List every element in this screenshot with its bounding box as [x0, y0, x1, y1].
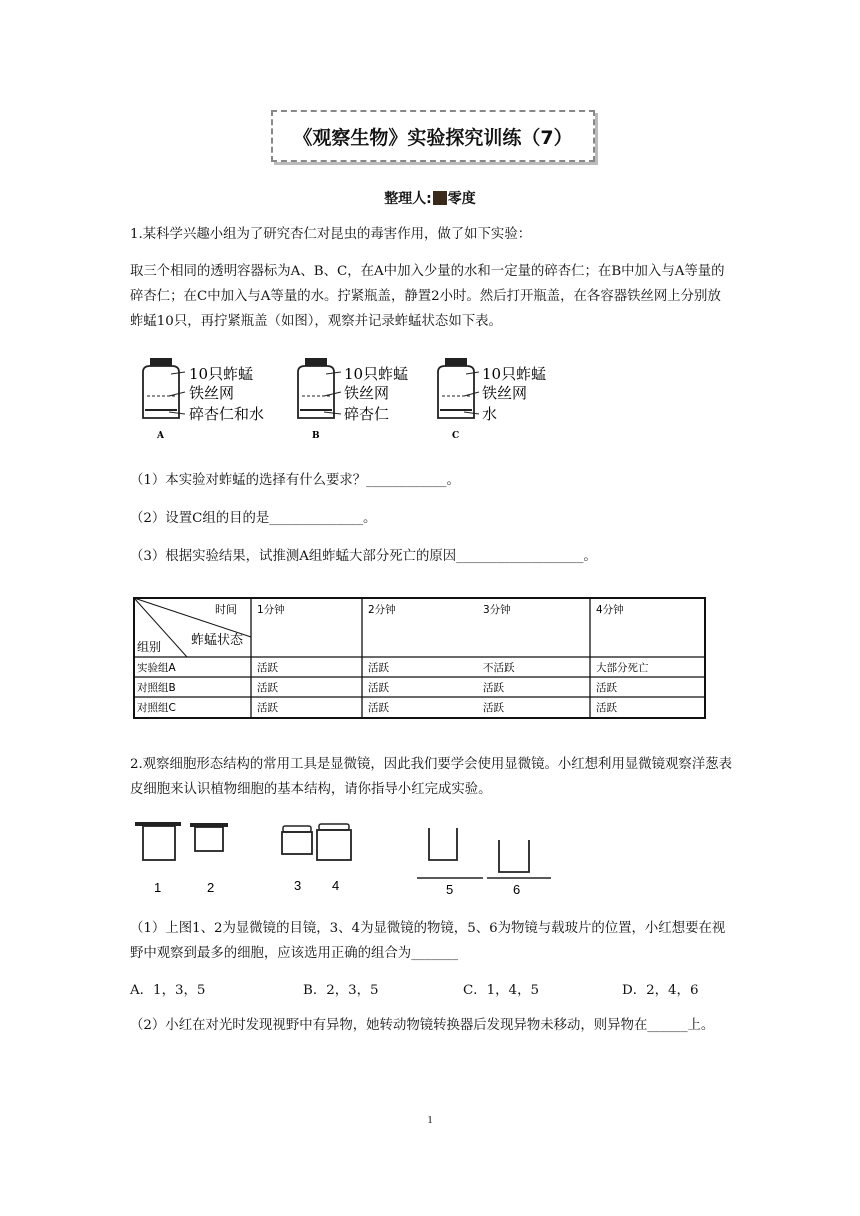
fig-label-2: 2	[207, 880, 215, 895]
objective-position-6	[487, 840, 551, 878]
header-2min: 2分钟	[368, 604, 396, 616]
jar-a-letter: A	[157, 431, 164, 441]
microscope-figure	[133, 818, 563, 900]
jar-c-letter: C	[452, 431, 460, 441]
jar-a-label-1: 10只蚱蜢	[189, 365, 254, 383]
jar-b-letter: B	[312, 431, 320, 441]
row-a-cell-3: 不活跃	[483, 662, 515, 674]
jar-a-label-2: 铁丝网	[189, 384, 235, 402]
compiler-line	[0, 188, 860, 208]
corner-time-label: 时间	[215, 603, 237, 616]
row-b-cell-1: 活跃	[257, 682, 278, 694]
row-b-group: 对照组B	[137, 682, 176, 694]
jar-c-label-3: 水	[482, 405, 498, 423]
row-c-cell-4: 活跃	[596, 702, 617, 714]
results-table-svg	[133, 597, 706, 719]
q1-sub1: （1）本实验对蚱蜢的选择有什么要求？____________。	[130, 473, 460, 488]
option-b: B．2，3，5	[303, 983, 379, 998]
row-c-cell-1: 活跃	[257, 702, 278, 714]
corner-group-label: 组别	[137, 640, 162, 654]
microscope-figure-svg	[133, 818, 563, 900]
header-4min: 4分钟	[596, 604, 624, 616]
eyepiece-2	[190, 823, 228, 851]
compiler-prefix: 整理人:	[384, 191, 432, 207]
q2-sub1: （1）上图1、2为显微镜的目镜，3、4为显微镜的物镜，5、6为物镜与载玻片的位置，小红想要在视野中观察到最多的细胞，应该选用正确的组合为_______	[130, 921, 726, 961]
option-c: C．1，4，5	[463, 983, 539, 998]
jar-b-label-1: 10只蚱蜢	[344, 365, 409, 383]
q1-sub2: （2）设置C组的目的是______________。	[130, 511, 377, 526]
jar-figure-svg	[133, 352, 573, 444]
row-b-cell-4: 活跃	[596, 682, 617, 694]
row-a-cell-2: 活跃	[368, 662, 389, 674]
jar-c-label-2: 铁丝网	[482, 384, 528, 402]
fig-label-1: 1	[154, 880, 162, 895]
jar-b	[298, 358, 341, 418]
q2-stem: 2.观察细胞形态结构的常用工具是显微镜，因此我们要学会使用显微镜。小红想利用显微镜观察洋葱表皮细胞来认识植物细胞的基本结构，请你指导小红完成实验。	[130, 757, 732, 797]
row-a-cell-4: 大部分死亡	[596, 662, 649, 674]
title-text: 《观察生物》实验探究训练（7）	[293, 126, 573, 149]
objective-position-5	[417, 828, 483, 878]
results-table	[133, 597, 706, 719]
corner-state-label: 蚱蜢状态	[191, 633, 244, 648]
option-a: A．1，3，5	[130, 983, 206, 998]
compiler-name: 零度	[447, 191, 476, 207]
q1-sub3: （3）根据实验结果，试推测A组蚱蜢大部分死亡的原因___________________。	[130, 549, 597, 564]
objective-4	[317, 824, 351, 860]
objective-3	[282, 826, 312, 854]
fig-label-6: 6	[513, 882, 521, 897]
eyepiece-1	[135, 822, 181, 860]
q2-sub2: （2）小红在对光时发现视野中有异物，她转动物镜转换器后发现异物未移动，则异物在______上。	[130, 1018, 715, 1033]
row-b-cell-2: 活跃	[368, 682, 389, 694]
page-number: 1	[427, 1114, 433, 1126]
jar-b-label-2: 铁丝网	[344, 384, 390, 402]
row-c-cell-2: 活跃	[368, 702, 389, 714]
jar-figure	[133, 352, 573, 444]
avatar-icon	[433, 191, 447, 205]
row-b-cell-3: 活跃	[483, 682, 504, 694]
q1-description: 取三个相同的透明容器标为A、B、C，在A中加入少量的水和一定量的碎杏仁；在B中加入与A等量的碎杏仁；在C中加入与A等量的水。拧紧瓶盖，静置2小时。然后打开瓶盖，在各容器铁丝网上分别放蚱蜢10只，再拧紧瓶盖（如图），观察并记录蚱蜢状态如下表。	[130, 264, 725, 329]
fig-label-5: 5	[446, 882, 454, 897]
jar-b-label-3: 碎杏仁	[344, 405, 390, 423]
header-1min: 1分钟	[257, 604, 285, 616]
row-a-group: 实验组A	[137, 662, 176, 674]
jar-c	[438, 358, 479, 418]
row-a-cell-1: 活跃	[257, 662, 278, 674]
header-3min: 3分钟	[483, 604, 511, 616]
jar-c-label-1: 10只蚱蜢	[482, 365, 547, 383]
row-c-group: 对照组C	[137, 702, 176, 714]
fig-label-4: 4	[332, 878, 340, 893]
fig-label-3: 3	[294, 878, 302, 893]
option-d: D．2，4，6	[622, 983, 699, 998]
q1-stem: 1.某科学兴趣小组为了研究杏仁对昆虫的毒害作用，做了如下实验：	[130, 227, 532, 242]
document-title	[271, 110, 595, 162]
jar-a-label-3: 碎杏仁和水	[189, 405, 265, 423]
jar-a	[143, 358, 185, 418]
row-c-cell-3: 活跃	[483, 702, 504, 714]
